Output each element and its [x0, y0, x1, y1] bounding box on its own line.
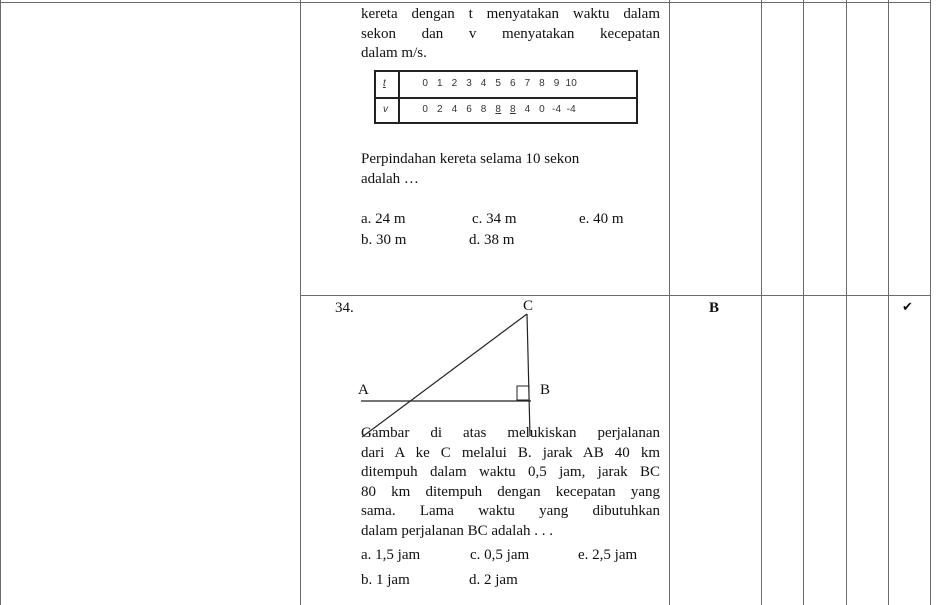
table-cell: 1 — [437, 78, 443, 89]
q33-option-d: d. 38 m — [469, 232, 515, 248]
table-cell: -4 — [551, 104, 562, 115]
q34-option-a: a. 1,5 jam — [361, 547, 421, 563]
table-cell: 0 — [539, 104, 545, 115]
q33-option-e: e. 40 m — [579, 211, 624, 227]
q33-intro-line: dalam m/s. — [361, 45, 427, 61]
q34-option-e: e. 2,5 jam — [578, 547, 638, 563]
table-cell: 6 — [509, 78, 516, 89]
table-cell: 7 — [524, 78, 531, 89]
q34-text-line: Gambar di atas melukiskan perjalanan — [361, 425, 660, 441]
table-cell: 6 — [466, 104, 472, 115]
table-cell: 2 — [451, 78, 458, 89]
q33-intro-line: sekon dan v menyatakan kecepatan — [361, 25, 660, 42]
label-a: A — [358, 382, 369, 398]
table-cell: 8 — [480, 104, 487, 115]
table-cell: 0 — [422, 78, 429, 89]
table-cell: -4 — [566, 104, 576, 115]
q33-option-a: a. 24 m — [361, 211, 406, 227]
q33-intro-line: kereta dengan t menyatakan waktu dalam — [361, 6, 660, 22]
row-label-t: t — [383, 78, 386, 89]
table-cell: 0 — [422, 104, 429, 115]
checkmark-icon: ✔ — [902, 300, 913, 315]
q34-text-line: ditempuh dalam waktu 0,5 jam, jarak BC — [361, 464, 660, 480]
q33-question-line: Perpindahan kereta selama 10 sekon — [361, 151, 580, 167]
table-cell: 9 — [553, 78, 560, 89]
q34-option-c: c. 0,5 jam — [470, 547, 530, 563]
line-ac — [362, 314, 527, 437]
table-cell: 4 — [480, 78, 487, 89]
q34-text-line: sama. Lama waktu yang dibutuhkan — [361, 503, 660, 519]
line-bc — [527, 314, 530, 436]
q34-text-line: dalam perjalanan BC adalah . . . — [361, 522, 554, 539]
q34-answer-key: B — [709, 300, 720, 316]
table-cell: 4 — [451, 104, 458, 115]
q34-text-line: 80 km ditempuh dengan kecepatan yang — [361, 483, 660, 500]
q33-option-b: b. 30 m — [361, 232, 407, 248]
table-cell: 10 — [565, 78, 577, 89]
table-cell: 5 — [495, 78, 502, 89]
q34-number: 34. — [335, 300, 354, 316]
table-cell: 8 — [509, 104, 516, 115]
right-angle-marker — [517, 386, 529, 400]
q33-option-c: c. 34 m — [472, 211, 517, 227]
q33-question-line: adalah … — [361, 171, 419, 187]
row-label-v: v — [383, 104, 388, 115]
table-cell: 8 — [539, 78, 545, 89]
label-c: C — [523, 298, 534, 314]
q34-option-b: b. 1 jam — [361, 572, 410, 588]
table-cell: 8 — [495, 104, 502, 115]
table-cell: 2 — [437, 104, 443, 115]
label-b: B — [540, 382, 551, 398]
q34-text-line: dari A ke C melalui B. jarak AB 40 km — [361, 444, 660, 461]
q34-option-d: d. 2 jam — [469, 572, 518, 588]
table-cell: 3 — [466, 78, 472, 89]
table-cell: 4 — [524, 104, 531, 115]
